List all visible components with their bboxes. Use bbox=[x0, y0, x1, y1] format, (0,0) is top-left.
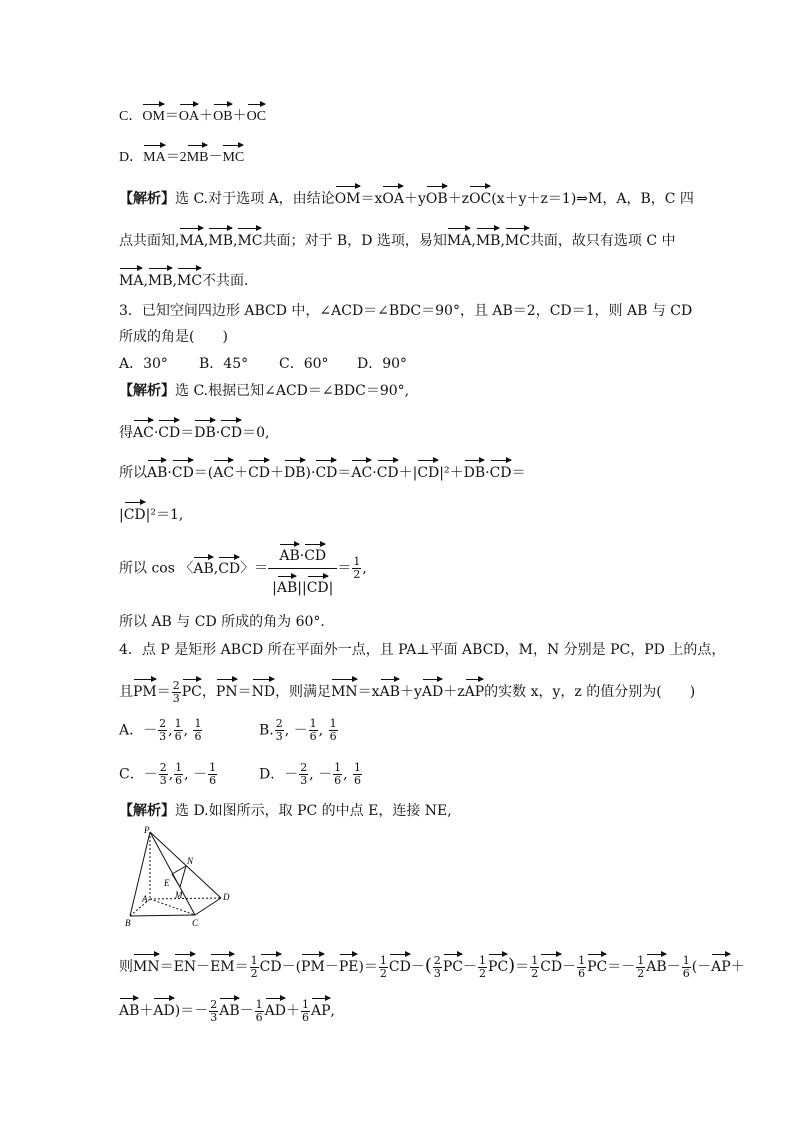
q4-option-d: D．－ $\frac{2}{3}$ , － $\frac{1}{6}$ , $\frac{1}{6}$ bbox=[259, 761, 362, 787]
q3-solution-line-1: 【解析】选 C.根据已知∠ACD＝∠BDC＝90°, bbox=[119, 383, 410, 399]
q4-solution-line-1: 【解析】选 D.如图所示，取 PC 的中点 E，连接 NE, bbox=[119, 803, 452, 819]
label-c: C bbox=[192, 918, 199, 928]
q3-option-b: B．45° bbox=[199, 356, 249, 372]
option-c: C．OM＝OA＋OB＋OC bbox=[119, 100, 266, 127]
q3-solution-line-4: |CD|²＝1, bbox=[119, 498, 183, 525]
q3-stem-line-2: 所成的角是( ) bbox=[119, 329, 228, 345]
q3-solution-line-3: 所以AB·CD＝(AC＋CD＋DB)·CD＝AC·CD＋|CD|²＋DB·CD＝ bbox=[119, 456, 526, 483]
q2-solution-line-2: 点共面知,MA,MB,MC共面；对于 B，D 选项，易知MA,MB,MC共面，故只有选项 C 中 bbox=[119, 224, 676, 251]
q4-options-row-2 bbox=[119, 762, 363, 787]
q4-solution-line-2: 则MN＝EN－EM＝ $\frac{1}{2}$ CD－(PM－PE)＝ $\frac{1}{2}$ CD－( $\frac{2}{3}$ PC－ $\frac{1}{2}$ PC)＝ $\frac{1}{2}$ CD－ $\frac{1}{6}$ PC＝－ $\frac{1}{2}$ AB－ $\frac{1}{6}$ (－AP＋ bbox=[119, 950, 745, 980]
edge-ac bbox=[150, 899, 195, 915]
q3-option-a: A．30° bbox=[119, 356, 168, 372]
q2-solution-line-1: 【解析】选 C.对于选项 A，由结论OM＝xOA＋yOB＋zOC(x＋y＋z＝1)⇒M，A，B，C 四 bbox=[119, 182, 694, 209]
q4-solution-line-3: AB＋AD)＝－ $\frac{2}{3}$ AB－ $\frac{1}{6}$ AD＋ $\frac{1}{6}$ AP, bbox=[119, 994, 335, 1024]
q3-option-c: C．60° bbox=[279, 356, 329, 372]
q3-solution-line-5: 所以 cos 〈AB,CD〉＝ $\frac{AB\cdot CD}{|AB||CD|}$ ＝ $\frac{1}{2}$ , bbox=[119, 540, 367, 597]
q3-options bbox=[119, 354, 407, 374]
q3-option-d: D．90° bbox=[357, 356, 408, 372]
q3-solution-line-6: 所以 AB 与 CD 所成的角为 60°. bbox=[119, 614, 325, 630]
edge-pd bbox=[150, 832, 221, 898]
q4-option-b: B. $\frac{2}{3}$ , － $\frac{1}{6}$ , $\frac{1}{6}$ bbox=[259, 717, 337, 743]
edge-bc bbox=[130, 915, 195, 916]
q4-option-a: A．－ $\frac{2}{3}$ , $\frac{1}{6}$ , $\frac{1}{6}$ bbox=[119, 717, 202, 743]
label-m: M bbox=[175, 890, 183, 900]
pyramid-figure bbox=[120, 824, 240, 934]
label-b: B bbox=[125, 918, 131, 928]
q2-solution-line-3: MA,MB,MC不共面． bbox=[119, 264, 258, 291]
edge-cd bbox=[195, 898, 221, 915]
q4-option-c: C．－ $\frac{2}{3}$ , $\frac{1}{6}$ , － $\frac{1}{6}$ bbox=[119, 761, 217, 787]
q4-options-row-1 bbox=[119, 718, 339, 743]
segment-em bbox=[172, 874, 180, 887]
q4-stem-line-2: 且PM＝ $\frac{2}{3}$ PC，PN＝ND，则满足MN＝xAB＋yAD＋zAP的实数 x，y，z 的值分别为( ) bbox=[119, 675, 695, 705]
label-a: A bbox=[142, 894, 148, 904]
option-d: D．MA＝2MB－MC bbox=[119, 141, 244, 168]
cos-fraction: $\frac{AB\cdot CD}{|AB||CD|}$ bbox=[268, 540, 337, 597]
q3-stem-line-1: 3．已知空间四边形 ABCD 中，∠ACD＝∠BDC＝90°，且 AB＝2，CD＝1，则 AB 与 CD bbox=[119, 303, 693, 319]
label-e: E bbox=[164, 878, 170, 888]
label-n: N bbox=[187, 856, 194, 866]
label-p: P bbox=[144, 825, 150, 835]
q3-solution-line-2: 得AC·CD＝DB·CD＝0, bbox=[119, 416, 269, 443]
q4-stem-line-1: 4．点 P 是矩形 ABCD 所在平面外一点，且 PA⊥平面 ABCD，M，N 分别是 PC，PD 上的点， bbox=[119, 642, 726, 658]
label-d: D bbox=[223, 892, 230, 902]
